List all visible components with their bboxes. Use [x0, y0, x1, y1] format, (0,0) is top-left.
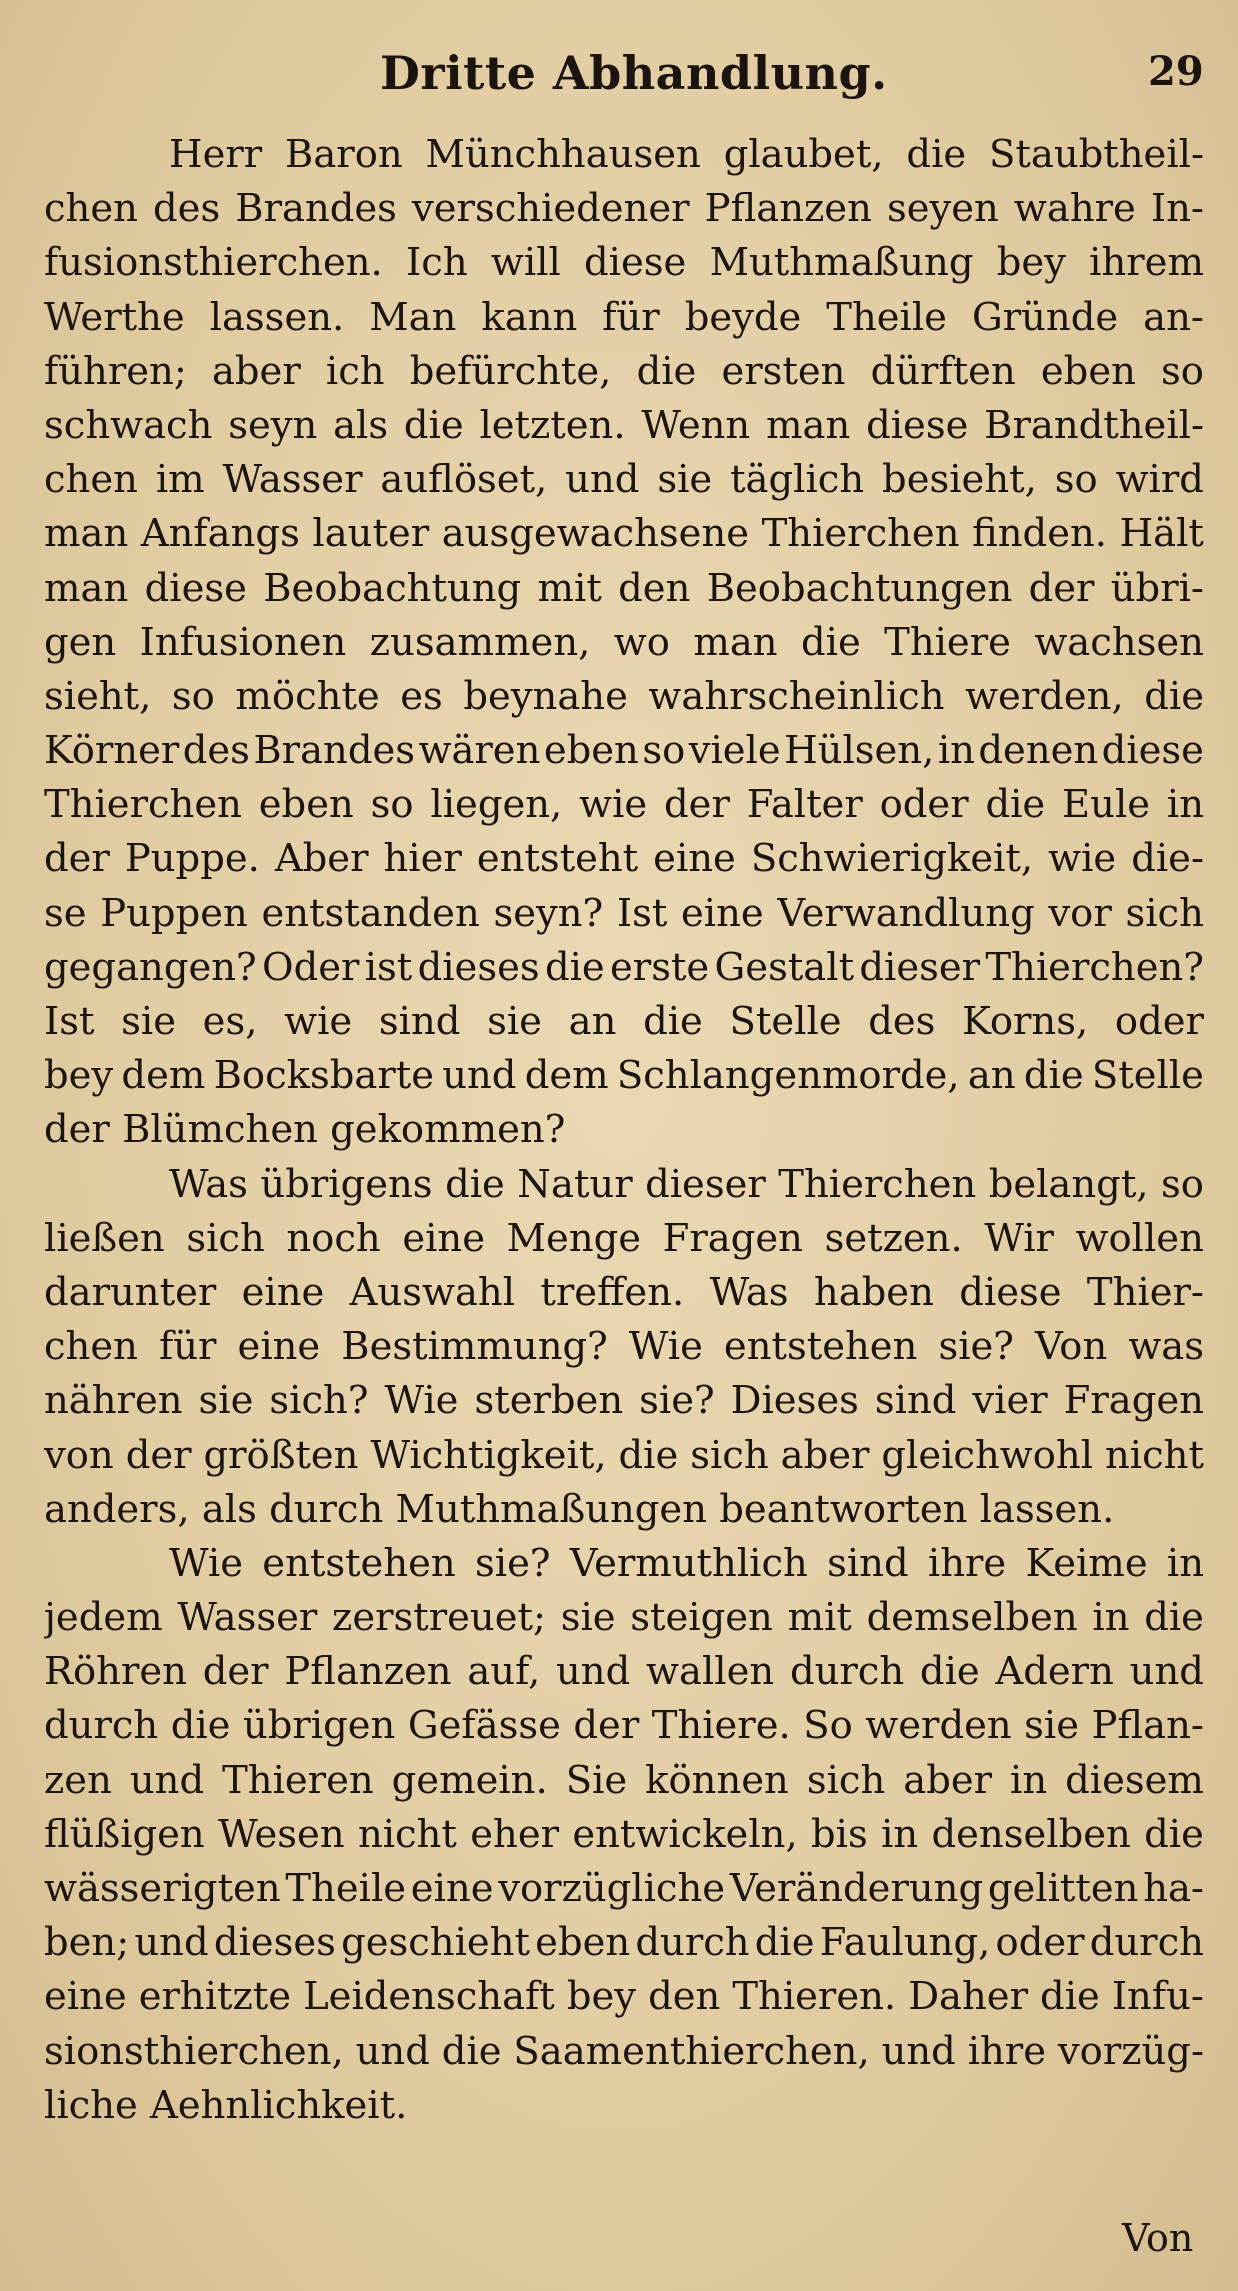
text-line: chen für eine Bestimmung? Wie entstehen sie? Von was: [44, 1324, 1204, 1370]
text-line: Wie entstehen sie? Vermuthlich sind ihre Keime in: [169, 1540, 1204, 1586]
text-line: durch die übrigen Gefässe der Thiere. So werden sie Pflan-: [44, 1703, 1204, 1749]
text-line: eine erhitzte Leidenschaft bey den Thieren. Daher die Infu-: [44, 1974, 1204, 2020]
text-line: anders, als durch Muthmaßungen beantworten lassen.: [44, 1486, 1115, 1532]
text-line: der Puppe. Aber hier entsteht eine Schwierigkeit, wie die-: [44, 836, 1204, 882]
text-line: Röhren der Pflanzen auf, und wallen durch die Adern und: [44, 1649, 1204, 1695]
page-header: [0, 40, 1238, 110]
text-line: chen des Brandes verschiedener Pflanzen seyen wahre In-: [44, 186, 1204, 232]
text-line: Thierchen eben so liegen, wie der Falter oder die Eule in: [44, 782, 1204, 828]
text-line: von der größten Wichtigkeit, die sich aber gleichwohl nicht: [44, 1432, 1204, 1478]
text-line: liche Aehnlichkeit.: [44, 2082, 408, 2128]
text-line: Herr Baron Münchhausen glaubet, die Staubtheil-: [169, 132, 1204, 177]
paragraph: [44, 128, 1204, 1158]
paragraph: [44, 1537, 1204, 2133]
text-line: flüßigen Wesen nicht eher entwickeln, bis in denselben die: [44, 1811, 1204, 1857]
text-line: man diese Beobachtung mit den Beobachtungen der übri-: [44, 565, 1204, 611]
text-line: Werthe lassen. Man kann für beyde Theile Gründe an-: [44, 294, 1204, 340]
text-line: gegangen? Oder ist dieses die erste Gestalt dieser Thierchen?: [44, 944, 1204, 990]
text-line: se Puppen entstanden seyn? Ist eine Verwandlung vor sich: [44, 890, 1204, 936]
text-line: Körner des Brandes wären eben so viele Hülsen, in denen diese: [44, 728, 1204, 774]
text-line: zen und Thieren gemein. Sie können sich aber in diesem: [44, 1757, 1204, 1803]
text-line: nähren sie sich? Wie sterben sie? Dieses sind vier Fragen: [44, 1378, 1204, 1424]
text-line: Was übrigens die Natur dieser Thierchen belangt, so: [169, 1161, 1204, 1207]
text-line: sieht, so möchte es beynahe wahrscheinlich werden, die: [44, 673, 1204, 719]
text-line: Ist sie es, wie sind sie an die Stelle des Korns, oder: [44, 999, 1204, 1044]
text-line: ben; und dieses geschieht eben durch die Faulung, oder durch: [44, 1920, 1204, 1966]
text-line: darunter eine Auswahl treffen. Was haben diese Thier-: [44, 1269, 1204, 1315]
text-line: wässerigten Theile eine vorzügliche Veränderung gelitten ha-: [44, 1866, 1204, 1911]
text-line: führen; aber ich befürchte, die ersten dürften eben so: [44, 348, 1204, 394]
text-line: der Blümchen gekommen?: [44, 1107, 566, 1153]
text-line: jedem Wasser zerstreuet; sie steigen mit demselben in die: [44, 1595, 1204, 1641]
paragraph: [44, 1158, 1204, 1537]
catchword: Von: [1122, 2216, 1194, 2260]
text-line: man Anfangs lauter ausgewachsene Thierchen finden. Hält: [44, 511, 1204, 557]
running-head: Dritte Abhandlung.: [380, 46, 888, 100]
text-line: bey dem Bocksbarte und dem Schlangenmorde, an die Stelle: [44, 1053, 1204, 1099]
text-line: ließen sich noch eine Menge Fragen setzen. Wir wollen: [44, 1215, 1204, 1261]
text-line: chen im Wasser auflöset, und sie täglich besieht, so wird: [44, 457, 1204, 503]
text-line: sionsthierchen, und die Saamenthierchen, und ihre vorzüg-: [44, 2028, 1204, 2074]
body-text: [44, 128, 1204, 2133]
page-number: 29: [1148, 48, 1204, 95]
text-line: fusionsthierchen. Ich will diese Muthmaßung bey ihrem: [44, 240, 1204, 286]
text-line: schwach seyn als die letzten. Wenn man diese Brandtheil-: [44, 402, 1204, 448]
text-line: gen Infusionen zusammen, wo man die Thiere wachsen: [44, 619, 1204, 665]
